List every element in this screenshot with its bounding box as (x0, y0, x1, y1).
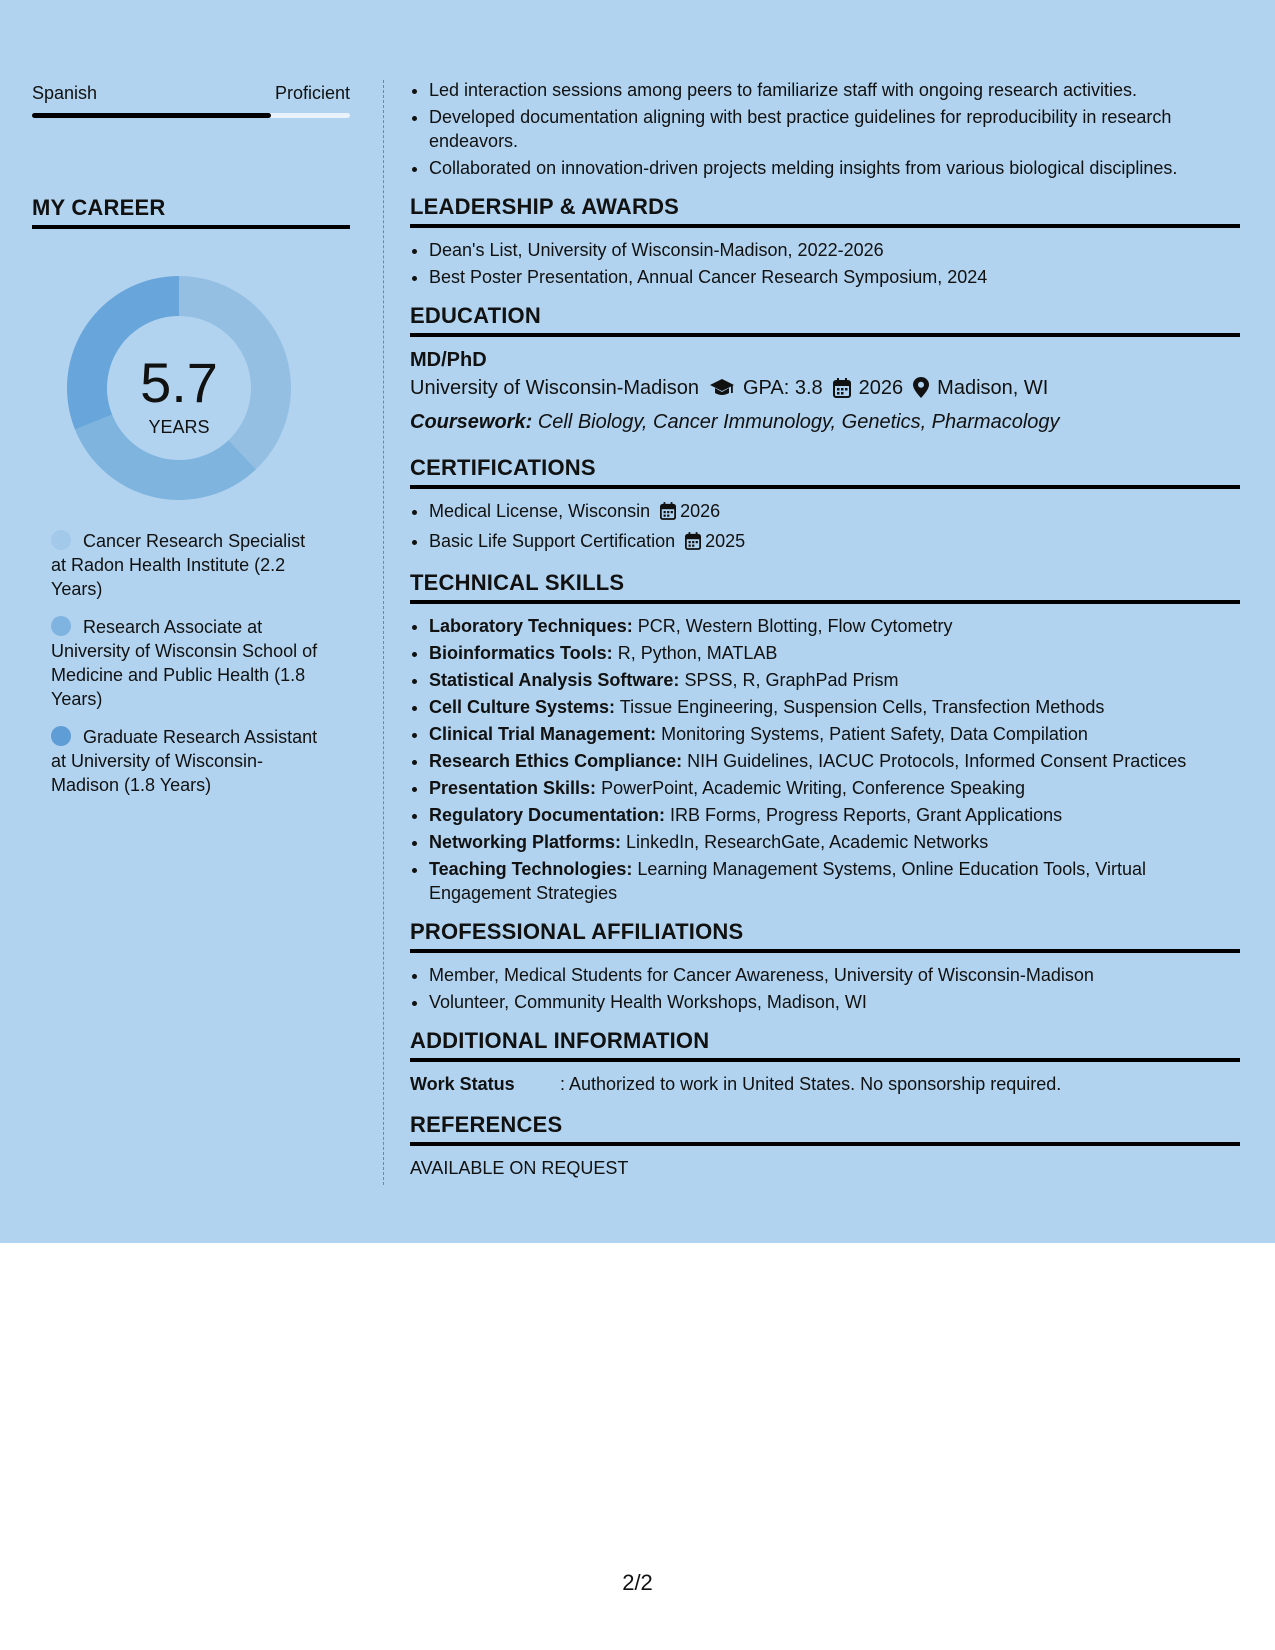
skill-label: Laboratory Techniques: (429, 616, 633, 636)
career-legend (32, 529, 350, 797)
skill-label: Research Ethics Compliance: (429, 751, 683, 771)
work-status-value: : Authorized to work in United States. No sponsorship required. (560, 1074, 1062, 1094)
career-legend-label: Cancer Research Specialist at Radon Health Institute (2.2 Years) (51, 531, 306, 599)
legend-dot-icon (51, 530, 71, 550)
education-year: 2026 (858, 377, 904, 399)
education-degree: MD/PhD (410, 349, 487, 371)
skill-label: Statistical Analysis Software: (429, 670, 680, 690)
skill-label: Cell Culture Systems: (429, 697, 616, 717)
skills-heading: TECHNICAL SKILLS (410, 570, 1240, 604)
left-column (32, 82, 350, 811)
skill-value: PCR, Western Blotting, Flow Cytometry (637, 616, 953, 636)
skill-label: Presentation Skills: (429, 778, 597, 798)
coursework-value: Cell Biology, Cancer Immunology, Genetics, Pharmacology (537, 411, 1060, 433)
skill-label: Regulatory Documentation: (429, 805, 666, 825)
coursework-label: Coursework: (410, 411, 533, 433)
skill-label: Teaching Technologies: (429, 859, 633, 879)
affiliations-list (410, 963, 1240, 1014)
awards-heading: LEADERSHIP & AWARDS (410, 194, 1240, 228)
list-item (429, 529, 1240, 556)
list-item: • Best Poster Presentation, Annual Cancer Research Symposium, 2024 (429, 265, 1240, 289)
right-column (410, 78, 1240, 1180)
language-proficiency-fill (32, 113, 271, 118)
skill-value: R, Python, MATLAB (617, 643, 778, 663)
certification-name: Medical License, Wisconsin (429, 501, 651, 521)
experience-bullets (410, 78, 1240, 180)
language-name: Spanish (32, 83, 98, 103)
affiliations-heading: PROFESSIONAL AFFILIATIONS (410, 919, 1240, 953)
skill-value: SPSS, R, GraphPad Prism (684, 670, 899, 690)
certifications-list (410, 499, 1240, 556)
language-proficiency-bar (32, 113, 350, 118)
language-level: Proficient (274, 83, 350, 103)
education-coursework (410, 407, 1240, 437)
list-item (429, 857, 1240, 905)
list-item: • Volunteer, Community Health Workshops, Madison, WI (429, 990, 1240, 1014)
education-gpa: GPA: 3.8 (742, 377, 823, 399)
calendar-icon (660, 502, 676, 526)
references-heading: REFERENCES (410, 1112, 1240, 1146)
graduation-cap-icon (709, 377, 735, 407)
skill-value: PowerPoint, Academic Writing, Conference Speaking (601, 778, 1025, 798)
career-total-value: 5.7 (140, 351, 218, 414)
work-status-label: Work Status (410, 1074, 515, 1094)
skill-label: Clinical Trial Management: (429, 724, 657, 744)
work-status-row (410, 1072, 1240, 1096)
career-legend-label: Research Associate at University of Wisconsin School of Medicine and Public Health (1.8 Years) (51, 617, 318, 709)
skill-value: Monitoring Systems, Patient Safety, Data Compilation (661, 724, 1088, 744)
career-legend-item (51, 725, 321, 797)
career-donut-chart (32, 251, 350, 491)
calendar-icon (833, 377, 851, 407)
skill-label: Bioinformatics Tools: (429, 643, 613, 663)
certification-year: 2026 (680, 501, 721, 521)
additional-heading: ADDITIONAL INFORMATION (410, 1028, 1240, 1062)
list-item (429, 830, 1240, 854)
references-text: AVAILABLE ON REQUEST (410, 1158, 629, 1178)
education-details (410, 373, 1240, 407)
skill-value: NIH Guidelines, IACUC Protocols, Informed Consent Practices (687, 751, 1187, 771)
map-pin-icon (913, 377, 929, 407)
education-location: Madison, WI (937, 377, 1049, 399)
list-item: • Collaborated on innovation-driven projects melding insights from various biological disciplines. (429, 156, 1240, 180)
list-item: • Led interaction sessions among peers to familiarize staff with ongoing research activities. (429, 78, 1240, 102)
career-heading: MY CAREER (32, 195, 350, 229)
career-legend-item (51, 615, 321, 711)
skill-value: IRB Forms, Progress Reports, Grant Applications (670, 805, 1063, 825)
list-item (429, 641, 1240, 665)
list-item (429, 614, 1240, 638)
certification-name: Basic Life Support Certification (429, 531, 676, 551)
certification-year: 2025 (705, 531, 746, 551)
calendar-icon (685, 532, 701, 556)
career-legend-label: Graduate Research Assistant at University of Wisconsin-Madison (1.8 Years) (51, 727, 318, 795)
career-legend-item (51, 529, 321, 601)
list-item: • Developed documentation aligning with best practice guidelines for reproducibility in research endeavors. (429, 105, 1240, 153)
skill-value: LinkedIn, ResearchGate, Academic Networks (626, 832, 989, 852)
skills-list (410, 614, 1240, 905)
language-row (32, 82, 350, 104)
skill-value: Learning Management Systems, Online Education Tools, Virtual Engagement Strategies (429, 859, 1146, 903)
list-item (429, 749, 1240, 773)
legend-dot-icon (51, 726, 71, 746)
list-item (429, 803, 1240, 827)
skill-label: Networking Platforms: (429, 832, 622, 852)
list-item (429, 499, 1240, 526)
education-heading: EDUCATION (410, 303, 1240, 337)
career-total-unit: YEARS (148, 417, 210, 437)
column-divider (383, 80, 384, 1185)
certifications-heading: CERTIFICATIONS (410, 455, 1240, 489)
list-item: • Member, Medical Students for Cancer Awareness, University of Wisconsin-Madison (429, 963, 1240, 987)
page-number: 2/2 (622, 1570, 653, 1595)
list-item (429, 722, 1240, 746)
list-item (429, 776, 1240, 800)
awards-list (410, 238, 1240, 289)
list-item (429, 668, 1240, 692)
legend-dot-icon (51, 616, 71, 636)
list-item (429, 695, 1240, 719)
education-school: University of Wisconsin-Madison (410, 377, 699, 399)
skill-value: Tissue Engineering, Suspension Cells, Transfection Methods (619, 697, 1105, 717)
list-item: • Dean's List, University of Wisconsin-Madison, 2022-2026 (429, 238, 1240, 262)
